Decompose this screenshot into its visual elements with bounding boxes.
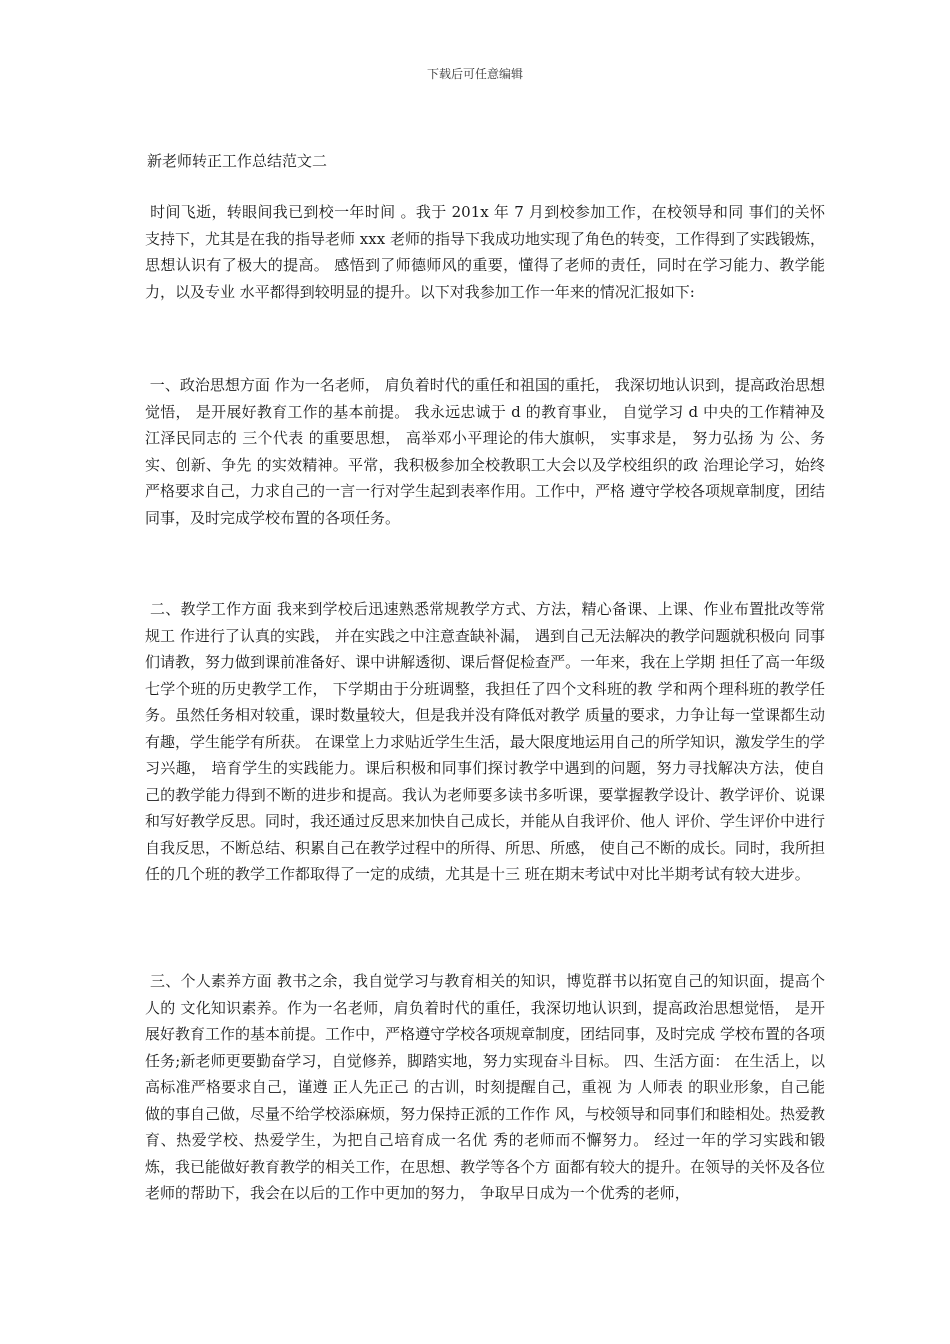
paragraph-political-thought: 一、政治思想方面 作为一名老师， 肩负着时代的重任和祖国的重托， 我深切地认识到，提高政治思想觉悟， 是开展好教育工作的基本前提。 我永远忠诚于 d 的教育事业， 自觉学习 d 中央的工作精神及 江泽民同志的 三个代表 的重要思想， 高举邓小平理论的伟大旗帜， 实事求是， 努力弘扬 为 公、务实、创新、争先 的实效精神。平常，我积极参加全校教职工大会以及学校组织的政 治理论学习，始终严格要求自己，力求自己的一言一行对学生起到表率作用。工作中，严格 遵守学校各项规章制度，团结同事，及时完成学校布置的各项任务。 <box>145 376 830 527</box>
document-title: 新老师转正工作总结范文二 <box>147 152 328 170</box>
paragraph-teaching-work: 二、教学工作方面 我来到学校后迅速熟悉常规教学方式、方法，精心备课、上课、作业布置批改等常规工 作进行了认真的实践， 并在实践之中注意查缺补漏， 遇到自己无法解决的教学问题就积极向 同事们请教，努力做到课前准备好、课中讲解透彻、课后督促检查严。一年来，我在上学期 担任了高一年级七学个班的历史教学工作， 下学期由于分班调整，我担任了四个文科班的教 学和两个理科班的教学任务。虽然任务相对较重，课时数量较大，但是我并没有降低对教学 质量的要求，力争让每一堂课都生动有趣，学生能学有所获。 在课堂上力求贴近学生生活，最大限度地运用自己的所学知识，激发学生的学习兴趣， 培育学生的实践能力。课后积极和同事们探讨教学中遇到的问题，努力寻找解决方法，使自 己的教学能力得到不断的进步和提高。我认为老师要多读书多听课，要掌握教学设计、教学评价、说课和写好教学反思。同时，我还通过反思来加快自己成长，并能从自我评价、他人 评价、学生评价中进行自我反思，不断总结、积累自己在教学过程中的所得、所思、所感， 使自己不断的成长。同时，我所担任的几个班的教学工作都取得了一定的成绩，尤其是十三 班在期末考试中对比半期考试有较大进步。 <box>145 600 830 883</box>
paragraph-personal-quality: 三、个人素养方面 教书之余，我自觉学习与教育相关的知识，博览群书以拓宽自己的知识面，提高个人的 文化知识素养。作为一名老师，肩负着时代的重任，我深切地认识到，提高政治思想觉悟， 是开展好教育工作的基本前提。工作中，严格遵守学校各项规章制度，团结同事，及时完成 学校布置的各项任务;新老师更要勤奋学习，自觉修养，脚踏实地，努力实现奋斗目标。 四、生活方面： 在生活上，以高标准严格要求自己，谨遵 正人先正己 的古训，时刻提醒自己，重视 为 人师表 的职业形象，自己能做的事自己做，尽量不给学校添麻烦，努力保持正派的工作作 风，与校领导和同事们和睦相处。热爱教育、热爱学校、热爱学生，为把自己培育成一名优 秀的老师而不懈努力。 经过一年的学习实践和锻炼，我已能做好教育教学的相关工作，在思想、教学等各个方 面都有较大的提升。在领导的关怀及各位老师的帮助下，我会在以后的工作中更加的努力， 争取早日成为一个优秀的老师， <box>145 972 825 1202</box>
page-header: 下载后可任意编辑 <box>426 67 523 81</box>
paragraph-intro: 时间飞逝，转眼间我已到校一年时间 。我于 201x 年 7 月到校参加工作，在校领导和同 事们的关怀支持下，尤其是在我的指导老师 xxx 老师的指导下我成功地实现了角色的转变，工作得到了实践锻炼，思想认识有了极大的提高。 感悟到了师德师风的重要，懂得了老师的责任，同时在学习能力、教学能力，以及专业 水平都得到较明显的提升。以下对我参加工作一年来的情况汇报如下: <box>145 203 825 301</box>
